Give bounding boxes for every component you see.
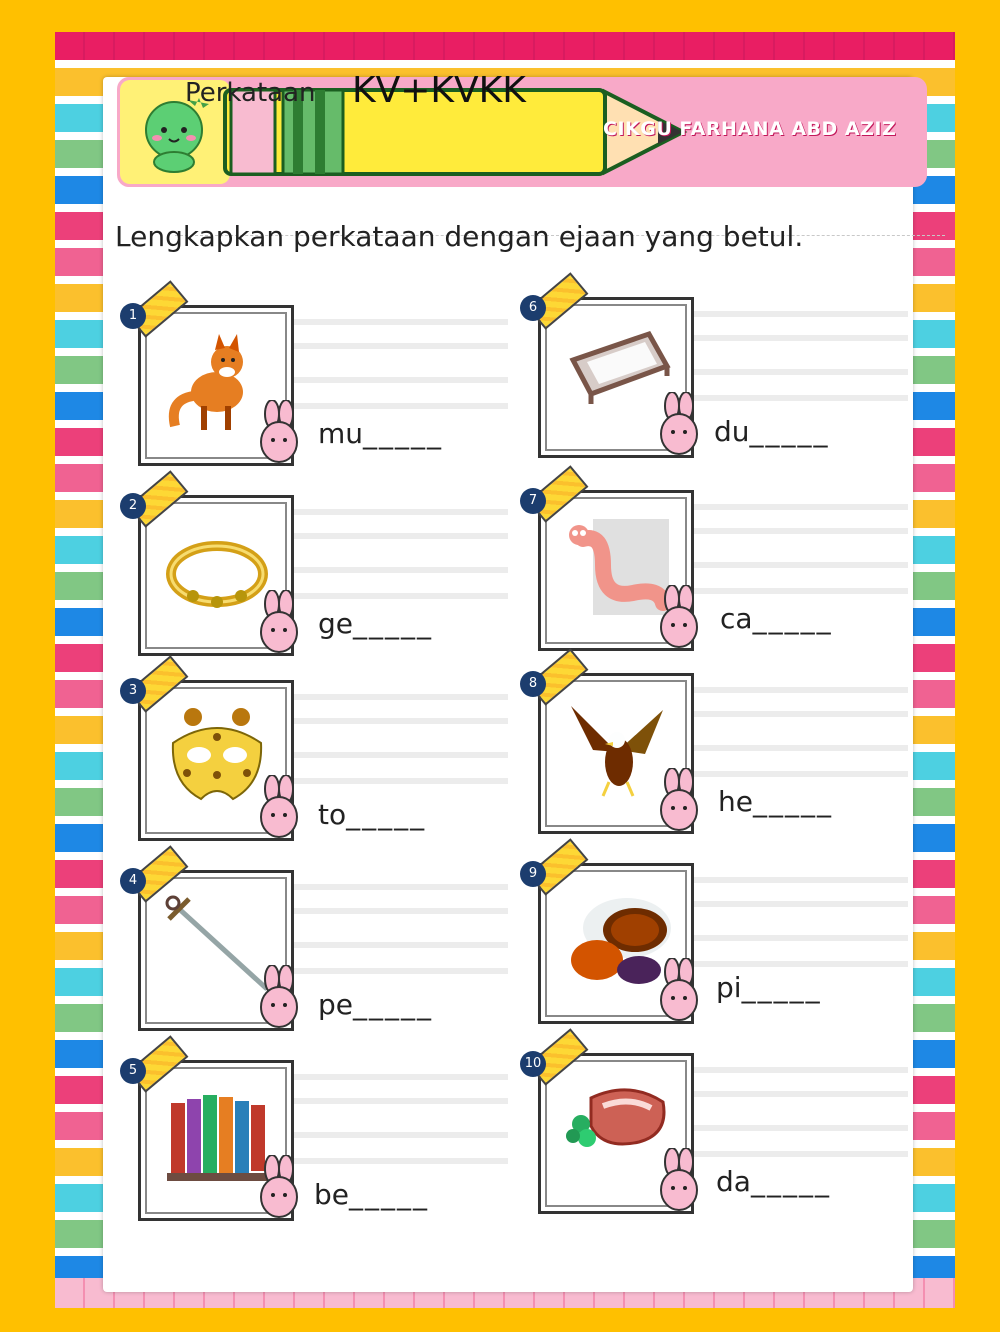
eagle-icon xyxy=(563,696,671,804)
word-prompt[interactable] xyxy=(716,971,822,1004)
tray-icon xyxy=(563,320,671,428)
question-item xyxy=(128,495,518,665)
bunny-icon xyxy=(658,958,700,1028)
question-number: 6 xyxy=(520,295,546,321)
bunny-icon xyxy=(658,585,700,655)
question-number: 3 xyxy=(120,678,146,704)
answer-blank[interactable]: _____ xyxy=(750,1165,831,1198)
word-prefix: pe xyxy=(318,988,353,1021)
bunny-icon xyxy=(258,590,300,660)
answer-blank[interactable]: _____ xyxy=(752,602,833,635)
word-prefix: to xyxy=(318,798,347,831)
question-item xyxy=(128,680,518,850)
question-number: 8 xyxy=(520,671,546,697)
fox-icon xyxy=(163,328,271,436)
bunny-icon xyxy=(658,1148,700,1218)
answer-blank[interactable]: _____ xyxy=(749,415,830,448)
word-prefix: pi xyxy=(716,971,742,1004)
answer-blank[interactable]: _____ xyxy=(752,785,833,818)
word-prefix: be xyxy=(314,1178,349,1211)
sword-icon xyxy=(163,893,271,1001)
word-prefix: da xyxy=(716,1165,751,1198)
word-prompt[interactable] xyxy=(314,1178,429,1211)
answer-blank[interactable]: _____ xyxy=(741,971,822,1004)
nutmeg-icon xyxy=(563,886,671,994)
top-stripe xyxy=(55,32,955,60)
bunny-icon xyxy=(258,400,300,470)
question-number: 5 xyxy=(120,1058,146,1084)
meat-icon xyxy=(563,1076,671,1184)
word-prompt[interactable] xyxy=(718,785,833,818)
word-prefix: he xyxy=(718,785,753,818)
thread-spools-icon xyxy=(163,1083,271,1191)
bunny-icon xyxy=(658,768,700,838)
word-prompt[interactable] xyxy=(318,607,433,640)
answer-blank[interactable]: _____ xyxy=(353,988,433,1021)
title-main: KV+KVKK xyxy=(352,70,526,111)
question-item xyxy=(528,490,918,660)
instruction-text: Lengkapkan perkataan dengan ejaan yang betul. xyxy=(115,220,804,253)
answer-blank[interactable]: _____ xyxy=(353,607,433,640)
word-prompt[interactable] xyxy=(318,798,426,831)
title-prefix: Perkataan xyxy=(185,78,316,108)
word-prompt[interactable] xyxy=(720,602,833,635)
answer-blank[interactable]: _____ xyxy=(346,798,427,831)
word-prefix: mu xyxy=(318,417,364,450)
mask-icon xyxy=(163,703,271,811)
word-prompt[interactable] xyxy=(716,1165,831,1198)
word-prefix: du xyxy=(714,415,750,448)
author-name: CIKGU FARHANA ABD AZIZ xyxy=(603,118,897,140)
question-number: 2 xyxy=(120,493,146,519)
bangle-icon xyxy=(163,518,271,626)
question-number: 4 xyxy=(120,868,146,894)
bunny-icon xyxy=(258,775,300,845)
question-number: 10 xyxy=(520,1051,546,1077)
question-number: 9 xyxy=(520,861,546,887)
word-prefix: ca xyxy=(720,602,753,635)
question-number: 1 xyxy=(120,303,146,329)
answer-blank[interactable]: _____ xyxy=(363,417,444,450)
question-item xyxy=(128,1060,518,1230)
question-item xyxy=(528,863,918,1033)
word-prompt[interactable] xyxy=(318,417,443,450)
question-number: 7 xyxy=(520,488,546,514)
question-item xyxy=(128,305,518,475)
worm-icon xyxy=(563,513,671,621)
question-item xyxy=(528,673,918,843)
bunny-icon xyxy=(258,1155,300,1225)
question-item xyxy=(128,870,518,1040)
question-item xyxy=(528,297,918,467)
question-item xyxy=(524,1053,918,1223)
word-prompt[interactable] xyxy=(318,988,433,1021)
bunny-icon xyxy=(658,392,700,462)
answer-blank[interactable]: _____ xyxy=(349,1178,429,1211)
word-prompt[interactable] xyxy=(714,415,830,448)
word-prefix: ge xyxy=(318,607,353,640)
bunny-icon xyxy=(258,965,300,1035)
